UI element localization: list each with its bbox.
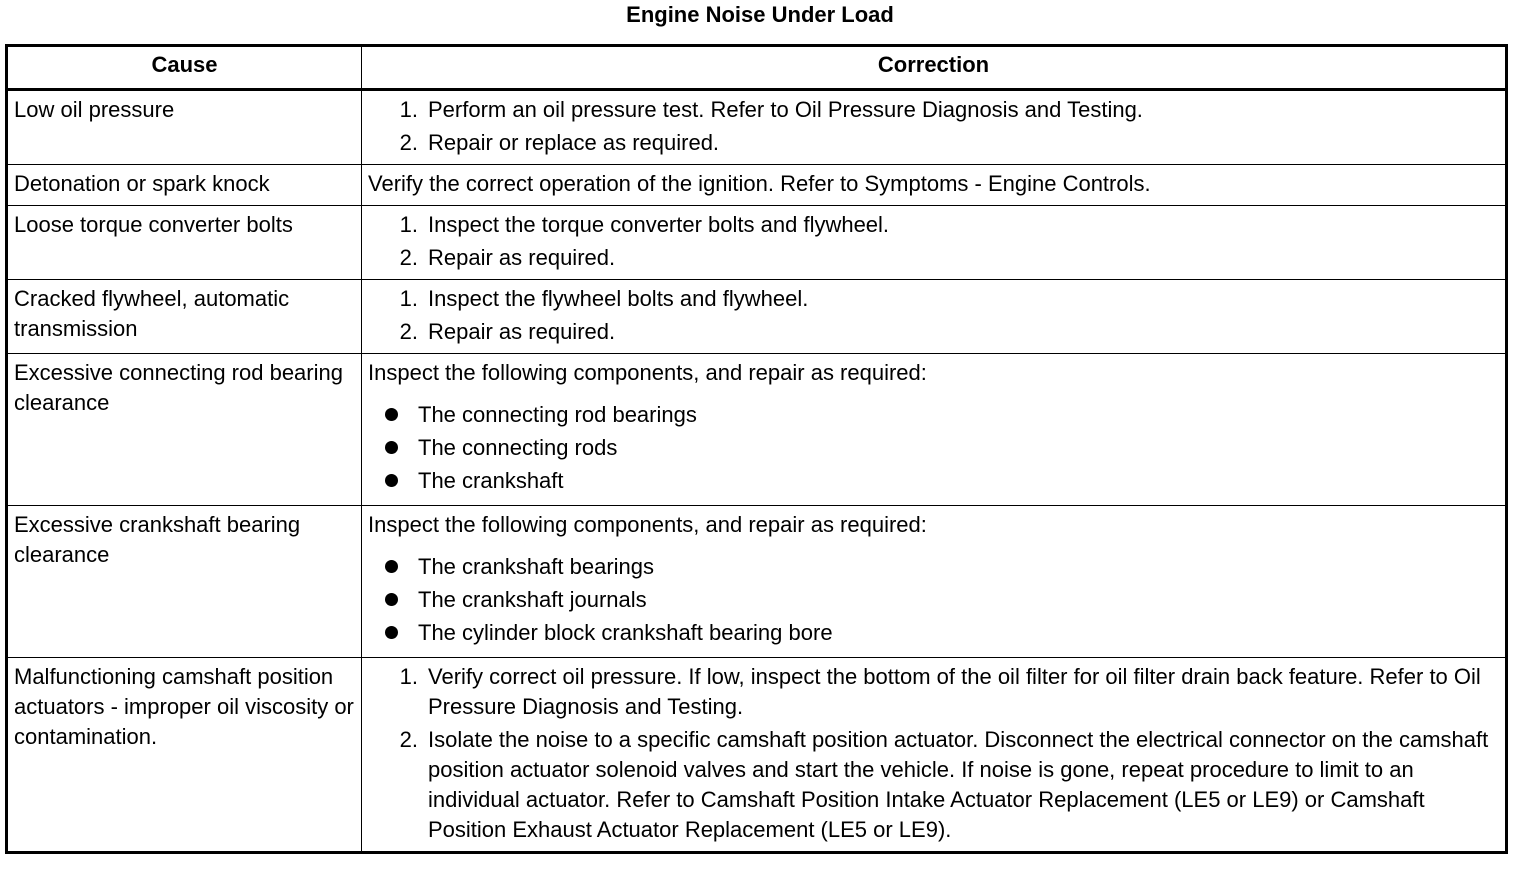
step-text: Repair as required. xyxy=(428,319,616,344)
cause-cell: Low oil pressure xyxy=(7,90,362,165)
step-number: 1. xyxy=(399,212,418,237)
bullet-dot-icon xyxy=(368,466,418,496)
cause-cell: Excessive connecting rod bearing clearance xyxy=(7,354,362,506)
step-number: 2. xyxy=(399,727,418,752)
bullet-dot-icon xyxy=(368,618,418,648)
bullet-item xyxy=(368,400,1501,430)
bullet-item xyxy=(368,552,1501,582)
step-item xyxy=(368,284,1501,314)
correction-text: Inspect the following components, and repair as required: xyxy=(368,512,927,537)
bullet-item xyxy=(368,585,1501,615)
table-row xyxy=(7,206,1507,280)
correction-cell xyxy=(362,354,1507,506)
cause-cell: Cracked flywheel, automatic transmission xyxy=(7,280,362,354)
step-text: Verify correct oil pressure. If low, inspect the bottom of the oil filter for oil filter drain back feature. Refer to Oil Pressure Diagnosis and Testing. xyxy=(428,664,1481,719)
correction-steps xyxy=(368,662,1501,845)
page-title: Engine Noise Under Load xyxy=(626,2,894,27)
step-number: 2. xyxy=(399,319,418,344)
bullet-text: The crankshaft journals xyxy=(418,587,647,612)
step-number: 2. xyxy=(399,130,418,155)
table-body xyxy=(7,90,1507,853)
cause-cell: Loose torque converter bolts xyxy=(7,206,362,280)
step-item xyxy=(368,95,1501,125)
correction-cell xyxy=(362,506,1507,658)
table-header-row xyxy=(7,46,1507,90)
step-item xyxy=(368,317,1501,347)
bullet-dot-icon xyxy=(368,400,418,430)
step-item xyxy=(368,210,1501,240)
correction-column-header: Correction xyxy=(362,46,1507,90)
correction-text: Verify the correct operation of the ignition. Refer to Symptoms - Engine Controls. xyxy=(368,171,1151,196)
cause-cell: Excessive crankshaft bearing clearance xyxy=(7,506,362,658)
table-row xyxy=(7,165,1507,206)
correction-bullets xyxy=(368,400,1501,496)
step-text: Repair or replace as required. xyxy=(428,130,720,155)
table-row xyxy=(7,506,1507,658)
diagnosis-table xyxy=(5,44,1508,854)
step-item xyxy=(368,128,1501,158)
correction-bullets xyxy=(368,552,1501,648)
step-number: 1. xyxy=(399,286,418,311)
cause-column-header: Cause xyxy=(7,46,362,90)
bullet-dot-icon xyxy=(368,585,418,615)
cause-cell: Malfunctioning camshaft position actuators - improper oil viscosity or contamination. xyxy=(7,658,362,853)
bullet-text: The crankshaft xyxy=(418,468,564,493)
correction-cell xyxy=(362,280,1507,354)
bullet-text: The cylinder block crankshaft bearing bore xyxy=(418,620,833,645)
step-text: Repair as required. xyxy=(428,245,616,270)
table-row xyxy=(7,90,1507,165)
correction-cell xyxy=(362,658,1507,853)
table-row xyxy=(7,280,1507,354)
bullet-dot-icon xyxy=(368,552,418,582)
bullet-item xyxy=(368,618,1501,648)
step-text: Inspect the flywheel bolts and flywheel. xyxy=(428,286,809,311)
step-item xyxy=(368,243,1501,273)
table-row xyxy=(7,354,1507,506)
step-number: 2. xyxy=(399,245,418,270)
correction-cell xyxy=(362,206,1507,280)
step-number: 1. xyxy=(399,97,418,122)
correction-steps xyxy=(368,210,1501,273)
bullet-text: The connecting rod bearings xyxy=(418,402,697,427)
cause-cell: Detonation or spark knock xyxy=(7,165,362,206)
step-text: Perform an oil pressure test. Refer to Oil Pressure Diagnosis and Testing. xyxy=(428,97,1143,122)
step-item xyxy=(368,725,1501,845)
bullet-dot-icon xyxy=(368,433,418,463)
bullet-item xyxy=(368,466,1501,496)
correction-text: Inspect the following components, and repair as required: xyxy=(368,360,927,385)
bullet-text: The crankshaft bearings xyxy=(418,554,655,579)
correction-cell xyxy=(362,90,1507,165)
bullet-text: The connecting rods xyxy=(418,435,618,460)
correction-steps xyxy=(368,284,1501,347)
step-text: Isolate the noise to a specific camshaft position actuator. Disconnect the electrical connector on the camshaft position actuator solenoid valves and start the vehicle. If noise is gone, repeat procedure to limit to an individual actuator. Refer to Camshaft Position Intake Actuator Replacement (LE5 or LE9) or Camshaft Position Exhaust Actuator Replacement (LE5 or LE9). xyxy=(428,727,1489,842)
step-item xyxy=(368,662,1501,722)
correction-steps xyxy=(368,95,1501,158)
correction-cell xyxy=(362,165,1507,206)
bullet-item xyxy=(368,433,1501,463)
step-number: 1. xyxy=(399,664,418,689)
table-row xyxy=(7,658,1507,853)
step-text: Inspect the torque converter bolts and flywheel. xyxy=(428,212,890,237)
